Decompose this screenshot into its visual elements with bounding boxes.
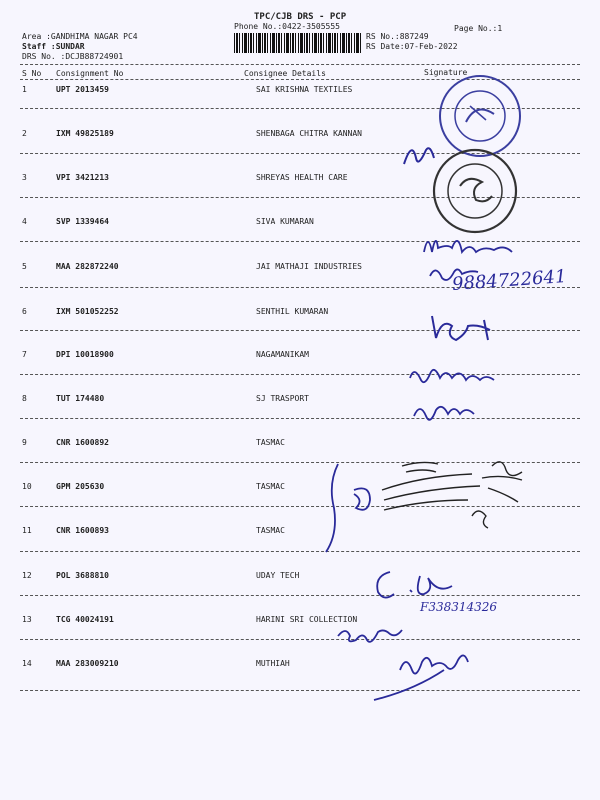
row-consignee: TASMAC [256,438,285,447]
page-number: Page No.:1 [454,24,503,33]
row-consignee: MUTHIAH [256,659,290,668]
row-consignment: DPI 10018900 [56,350,114,359]
rs-number: RS No.:887249 [366,32,429,41]
area-label: Area :GANDHIMA NAGAR PC4 [22,32,138,41]
row-sno: 9 [22,438,27,447]
staff-label: Staff :SUNDAR [22,42,85,51]
row-consignee: TASMAC [256,482,285,491]
row-consignment: GPM 205630 [56,482,105,491]
row-sno: 14 [22,659,32,668]
row-consignee: SIVA KUMARAN [256,217,314,226]
row-consignment: VPI 3421213 [56,173,109,182]
row-consignment: POL 3688810 [56,571,109,580]
row-consignee: SJ TRASPORT [256,394,309,403]
row-consignee: SHREYAS HEALTH CARE [256,173,348,182]
row-consignee: SHENBAGA CHITRA KANNAN [256,129,362,138]
row-consignee: JAI MATHAJI INDUSTRIES [256,262,362,271]
row-sno: 6 [22,307,27,316]
row-consignee: HARINI SRI COLLECTION [256,615,358,624]
signature-row-7 [406,362,516,390]
phone-number: Phone No.:0422-3505555 [234,22,340,31]
handwritten-phone: 9884722641 [451,266,568,295]
row-consignee: TASMAC [256,526,285,535]
row-consignee: NAGAMANIKAM [256,350,309,359]
row-consignment: MAA 282872240 [56,262,119,271]
office-stamp [372,446,552,542]
row-divider [20,690,580,691]
row-sno: 2 [22,129,27,138]
row-sno: 12 [22,571,32,580]
col-signature: Signature [424,68,468,77]
row-consignee: UDAY TECH [256,571,300,580]
col-consignment: Consignment No [56,69,124,78]
row-consignment: CNR 1600893 [56,526,109,535]
row-sno: 7 [22,350,27,359]
row-consignment: TCG 40024191 [56,615,114,624]
col-sno: S No [22,69,42,78]
row-sno: 8 [22,394,27,403]
signature-row-8 [410,398,490,426]
row-consignee: SAI KRISHNA TEXTILES [256,85,353,94]
row-sno: 3 [22,173,27,182]
row-consignment: TUT 174480 [56,394,105,403]
row-sno: 13 [22,615,32,624]
handwritten-number: F338314326 [420,600,498,614]
row-consignment: IXM 501052252 [56,307,119,316]
row-consignment: UPT 2013459 [56,85,109,94]
row-consignment: SVP 1339464 [56,217,109,226]
signature-row-14 [370,636,490,706]
row-divider [20,551,580,552]
bracket-mark [310,460,380,556]
row-divider [20,639,580,640]
signature-row-2 [400,138,460,174]
row-consignment: MAA 283009210 [56,659,119,668]
document-title: TPC/CJB DRS - PCP [254,12,347,22]
rs-date: RS Date:07-Feb-2022 [366,42,458,51]
row-divider [20,418,580,419]
row-sno: 11 [22,526,32,535]
drs-number: DRS No. :DCJB88724901 [22,52,124,61]
row-consignee: SENTHIL KUMARAN [256,307,329,316]
col-consignee: Consignee Details [244,69,326,78]
signature-row-4 [420,228,530,258]
barcode [234,33,362,53]
header-divider [20,64,580,65]
row-sno: 4 [22,217,27,226]
row-consignment: IXM 49825189 [56,129,114,138]
row-sno: 5 [22,262,27,271]
row-sno: 1 [22,85,27,94]
row-consignment: CNR 1600892 [56,438,109,447]
signature-row-6 [428,312,508,342]
row-sno: 10 [22,482,32,491]
